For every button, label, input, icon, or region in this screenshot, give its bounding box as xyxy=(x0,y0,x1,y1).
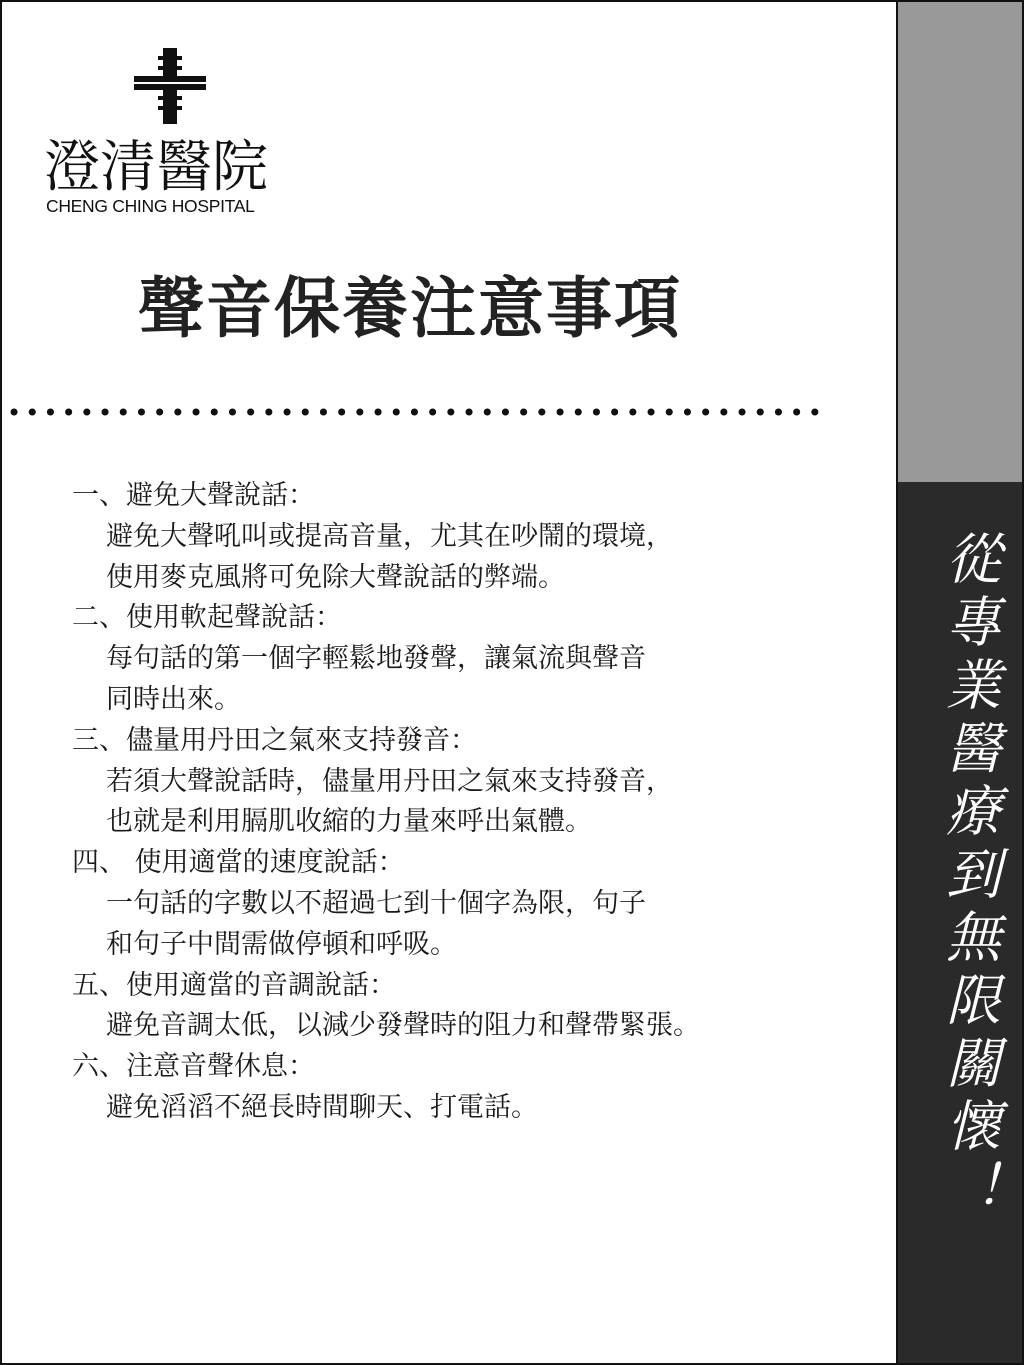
hospital-name-zh: 澄清醫院 xyxy=(44,135,268,200)
dotted-divider xyxy=(10,404,820,420)
instruction-text: 若須大聲說話時，儘量用丹田之氣來支持發音， xyxy=(106,765,673,797)
instruction-heading: 三、儘量用丹田之氣來支持發音： xyxy=(72,724,477,756)
instruction-text: 每句話的第一個字輕鬆地發聲，讓氣流與聲音 xyxy=(106,643,646,675)
instruction-text: 避免大聲吼叫或提高音量，尤其在吵鬧的環境， xyxy=(106,520,673,552)
instruction-text: 避免音調太低，以減少發聲時的阻力和聲帶緊張。 xyxy=(106,1010,700,1042)
instruction-item xyxy=(72,476,872,598)
instruction-heading: 五、使用適當的音調說話： xyxy=(72,969,396,1001)
instruction-item xyxy=(72,1047,872,1129)
instruction-item xyxy=(72,721,872,843)
instruction-text: 一句話的字數以不超過七到十個字為限，句子 xyxy=(106,887,646,919)
instruction-item xyxy=(72,843,872,965)
instruction-heading: 一、避免大聲說話： xyxy=(72,480,315,511)
instruction-text: 同時出來。 xyxy=(106,683,241,715)
instruction-text: 也就是利用膈肌收縮的力量來呼出氣體。 xyxy=(106,806,592,838)
side-panel-border xyxy=(896,2,898,1363)
instruction-text: 和句子中間需做停頓和呼吸。 xyxy=(106,928,457,960)
hospital-name-en: CHENG CHING HOSPITAL xyxy=(46,196,255,216)
slogan: 從專業醫療到無限關懷！ xyxy=(937,530,1001,1223)
instruction-item xyxy=(72,966,872,1048)
instruction-text: 避免滔滔不絕長時間聊天、打電話。 xyxy=(106,1091,538,1123)
instruction-heading: 四、 使用適當的速度說話： xyxy=(72,847,405,879)
instruction-heading: 二、使用軟起聲說話： xyxy=(72,602,342,634)
instruction-item xyxy=(72,598,872,720)
hospital-cross-icon xyxy=(130,46,210,126)
side-panel-top xyxy=(896,2,1022,482)
page-title: 聲音保養注意事項 xyxy=(138,269,682,347)
hospital-logo xyxy=(44,46,304,221)
instruction-heading: 六、注意音聲休息： xyxy=(72,1051,315,1083)
instruction-text: 使用麥克風將可免除大聲說話的弊端。 xyxy=(106,561,565,593)
care-instructions xyxy=(72,476,872,1129)
